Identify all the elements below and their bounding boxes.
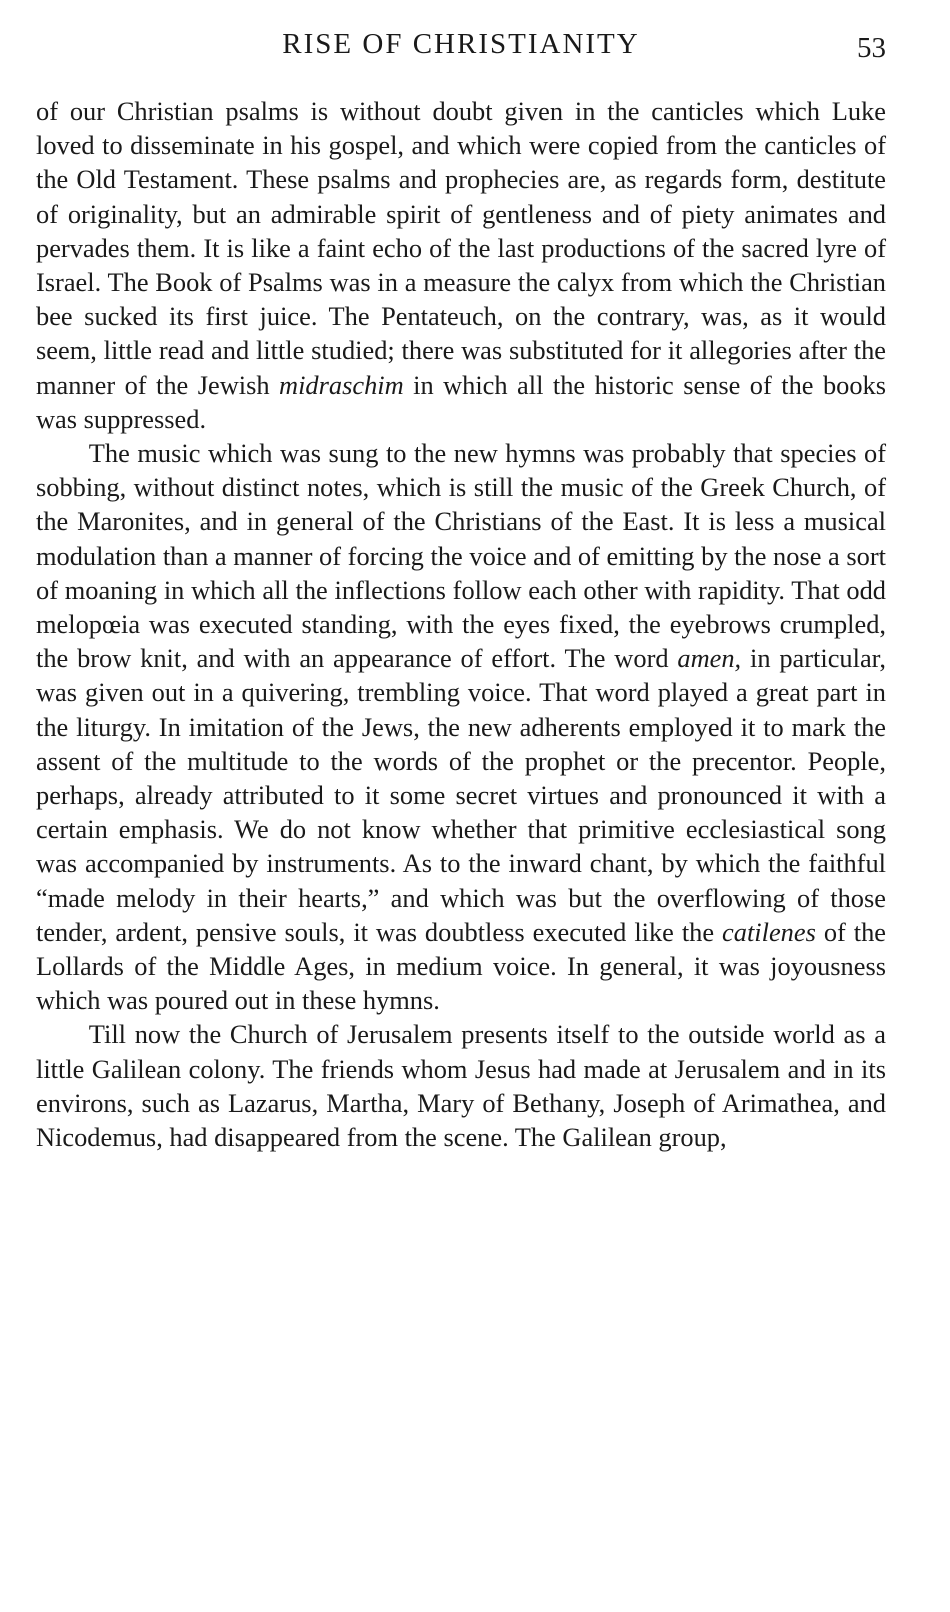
paragraph-1-italic-midraschim: midraschim bbox=[279, 369, 404, 400]
paragraph-2-text-c: of the Lollards of the Middle Ages, in medium voice. In general, it was joyousness which was poured out in these hymns. bbox=[36, 916, 886, 1016]
paragraph-2-italic-catilenes: catilenes bbox=[722, 916, 816, 947]
paragraph-3 bbox=[36, 1017, 886, 1154]
paragraph-3-text-a: Till now the Church of Jerusalem presents itself to the outside world as a little Galilean colony. The friends whom Jesus had made at Jerusalem and in its environs, such as Lazarus, Martha, Mary of Bethany, Joseph of Arimathea, and Nicodemus, had disappeared from the scene. The Galilean group, bbox=[36, 1019, 886, 1153]
paragraph-1-text-b: in which all the historic sense of the books was suppressed. bbox=[36, 369, 886, 434]
body-text bbox=[36, 94, 886, 1154]
paragraph-2-italic-amen: amen, bbox=[677, 643, 742, 674]
running-head bbox=[36, 22, 886, 78]
paragraph-1 bbox=[36, 94, 886, 436]
paragraph-2 bbox=[36, 436, 886, 1017]
running-title: RISE OF CHRISTIANITY bbox=[282, 28, 640, 60]
book-page bbox=[36, 22, 886, 1154]
paragraph-2-text-a: The music which was sung to the new hymns was probably that species of sobbing, without distinct notes, which is still the music of the Greek Church, of the Maronites, and in general of the Christians of the East. It is less a musical modulation than a manner of forcing the voice and of emitting by the nose a sort of moaning in which all the inflections follow each other with rapidity. That odd melopœia was executed standing, with the eyes fixed, the eyebrows crumpled, the brow knit, and with an appearance of effort. The word bbox=[36, 438, 886, 674]
paragraph-1-text-a: of our Christian psalms is without doubt given in the canticles which Luke loved to disseminate in his gospel, and which were copied from the canticles of the Old Testament. These psalms and prophecies are, as regards form, destitute of originality, but an admirable spirit of gentleness and of piety animates and pervades them. It is like a faint echo of the last productions of the sacred lyre of Israel. The Book of Psalms was in a measure the calyx from which the Christian bee sucked its first juice. The Pentateuch, on the contrary, was, as it would seem, little read and little studied; there was substituted for it allegories after the manner of the Jewish bbox=[36, 96, 886, 400]
page-number: 53 bbox=[857, 32, 886, 64]
paragraph-2-text-b: in particular, was given out in a quivering, trembling voice. That word played a great part in the liturgy. In imitation of the Jews, the new adherents employed it to mark the assent of the multitude to the words of the prophet or the precentor. People, perhaps, already attributed to it some secret virtues and pronounced it with a certain emphasis. We do not know whether that primitive ecclesiastical song was accompanied by instruments. As to the inward chant, by which the faithful “made melody in their hearts,” and which was but the overflowing of those tender, ardent, pensive souls, it was doubtless executed like the bbox=[36, 643, 886, 947]
